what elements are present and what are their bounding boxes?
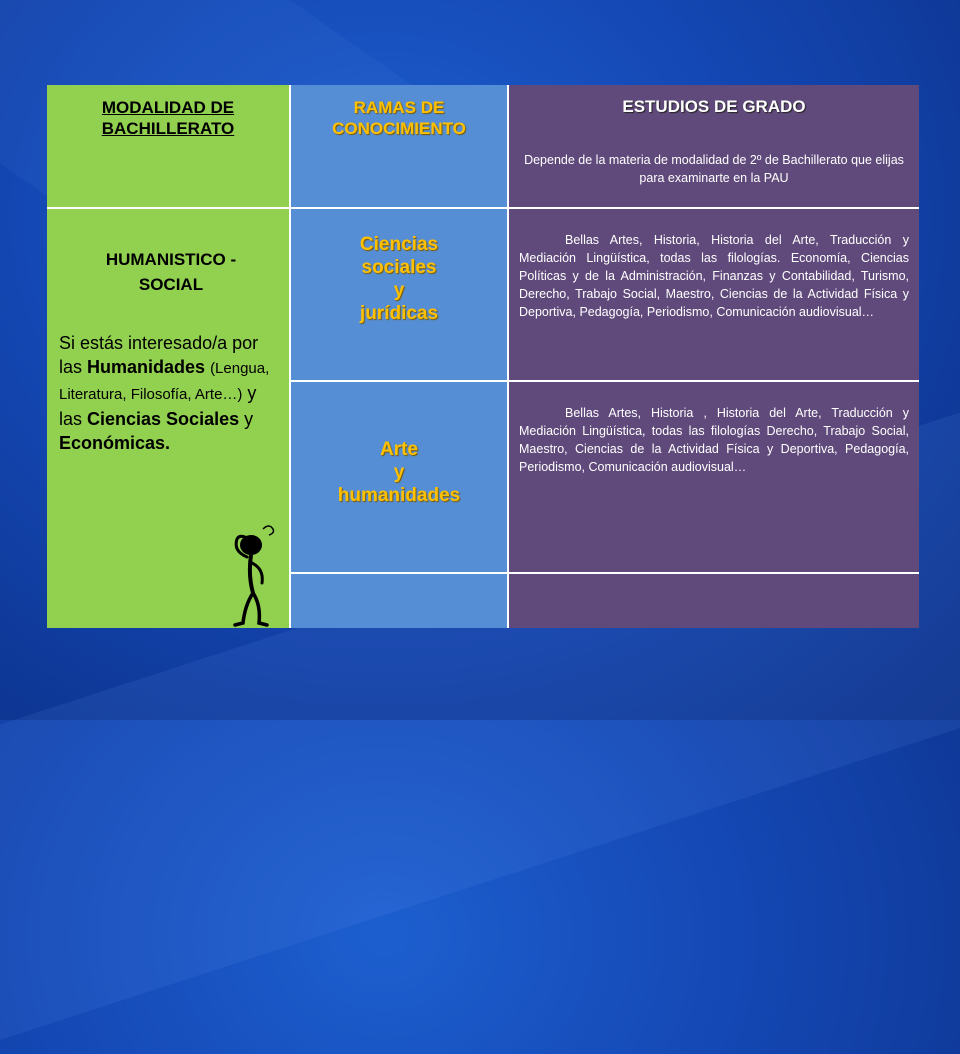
modalidad-economicas: Económicas.: [59, 433, 171, 453]
rama-cell-arte-humanidades: [291, 382, 507, 572]
estudios-cell-arte-humanidades: [509, 382, 919, 572]
rama-label-arte-humanidades: [291, 438, 507, 507]
study-paths-table: [47, 85, 919, 628]
estudios-text: Bellas Artes, Historia, Historia del Arte, Traducción y Mediación Lingüística, todas las filologías. Economía, Ciencias Políticas y de la Administración, Finanzas y Contabilidad, Turismo, Derecho, Trabajo Social, Maestro, Ciencias de la Actividad Física y Deportiva, Pedagogía, Periodismo, Comunicación audiovisual…: [519, 233, 909, 319]
estudios-cell-ciencias-sociales: [509, 209, 919, 380]
header-modalidad: [47, 85, 289, 207]
modalidad-ciencias-sociales: Ciencias Sociales: [87, 409, 240, 429]
header-estudios: [509, 85, 919, 207]
header-estudios-label: ESTUDIOS DE GRADO: [622, 97, 806, 116]
thinking-stick-figure-icon: [225, 521, 277, 631]
rama-line: jurídicas: [359, 303, 439, 324]
rama-line: Ciencias: [359, 234, 439, 255]
rama-line: y: [393, 280, 405, 301]
modalidad-cell: [47, 209, 289, 628]
rama-line: humanidades: [337, 485, 461, 506]
modalidad-y-las: y las: [59, 383, 257, 429]
rama-label-ciencias-sociales: [291, 233, 507, 325]
modalidad-title-line2: SOCIAL: [138, 275, 204, 294]
modalidad-title: [57, 247, 285, 297]
modalidad-humanidades: Humanidades: [87, 357, 206, 377]
modalidad-intro: Si estás interesado/a por las: [59, 333, 259, 377]
rama-line: sociales: [361, 257, 437, 278]
header-ramas-label: RAMAS DE CONOCIMIENTO: [332, 98, 466, 138]
rama-cell-empty: [291, 574, 507, 628]
header-estudios-subtitle: Depende de la materia de modalidad de 2º de Bachillerato que elijas para examinarte en la PAU: [524, 153, 904, 185]
estudios-cell-empty: [509, 574, 919, 628]
header-ramas: [291, 85, 507, 207]
modalidad-y: y: [239, 409, 254, 429]
rama-line: Arte: [379, 439, 418, 460]
modalidad-title-line1: HUMANISTICO -: [105, 250, 237, 269]
header-modalidad-label: MODALIDAD DE BACHILLERATO: [101, 98, 235, 138]
estudios-text: Bellas Artes, Historia , Historia del Arte, Traducción y Mediación Lingüística, todas las filologías Derecho, Trabajo Social, Maestro, Ciencias de la Actividad Física y Deportiva, Pedagogía, Periodismo, Comunicación audiovisual…: [519, 406, 909, 474]
rama-line: y: [393, 462, 405, 483]
rama-cell-ciencias-sociales: [291, 209, 507, 380]
modalidad-description: [59, 331, 279, 455]
modalidad-subject-list: (Lengua, Literatura, Filosofía, Arte…): [59, 360, 270, 403]
